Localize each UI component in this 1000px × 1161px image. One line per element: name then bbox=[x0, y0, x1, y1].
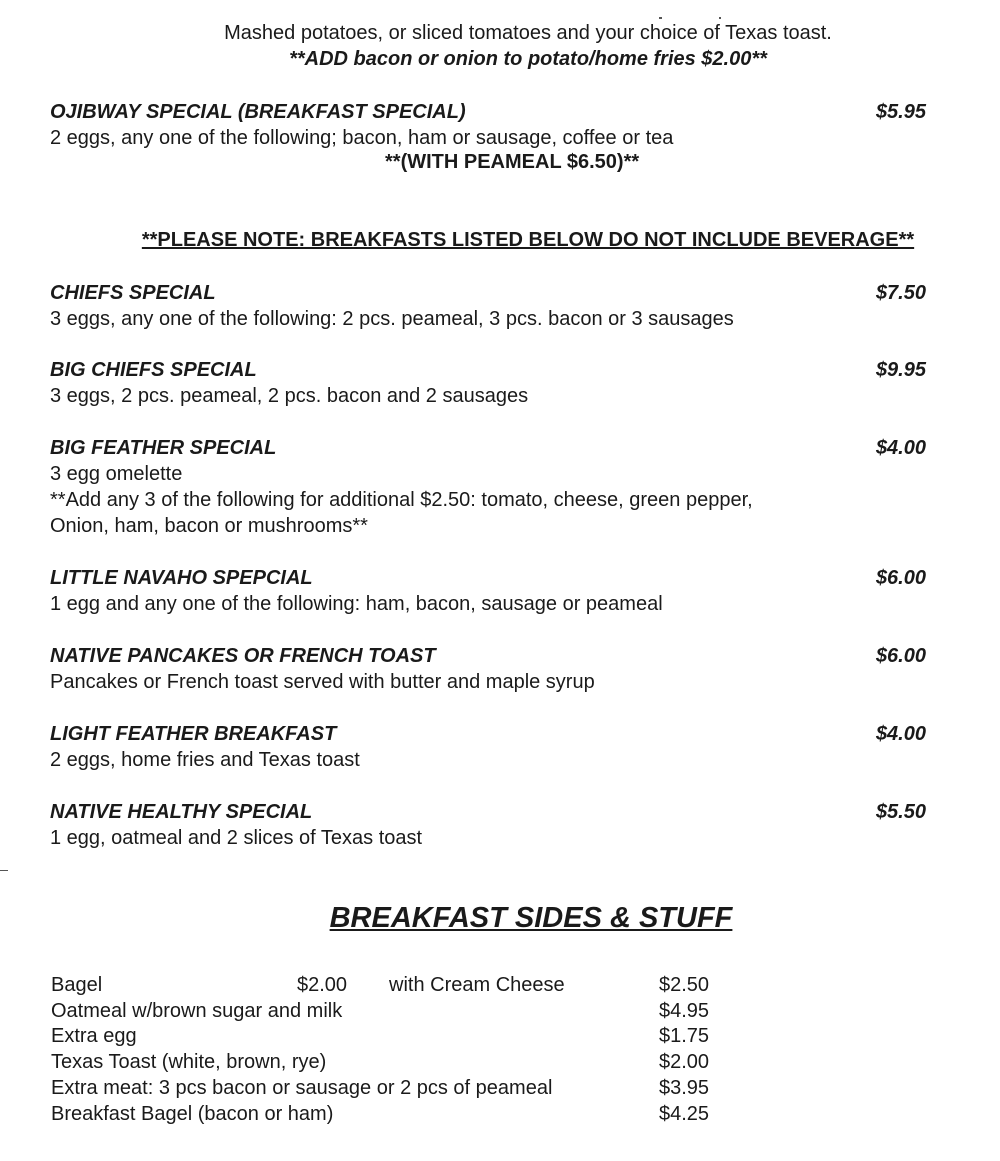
item-description: 2 eggs, home fries and Texas toast bbox=[50, 749, 360, 771]
menu-item-little-navaho-special bbox=[50, 565, 930, 617]
menu-item-ojibway-special bbox=[50, 99, 930, 151]
item-title: CHIEFS SPECIAL bbox=[50, 282, 216, 304]
scan-speck bbox=[719, 17, 721, 19]
intro-add-note: **ADD bacon or onion to potato/home fries $2.00** bbox=[289, 48, 767, 70]
item-price: $4.00 bbox=[875, 437, 926, 459]
item-description: 2 eggs, any one of the following; bacon, ham or sausage, coffee or tea bbox=[50, 127, 674, 149]
side-name: Oatmeal w/brown sugar and milk bbox=[51, 1000, 343, 1022]
item-description: 1 egg and any one of the following: ham, bacon, sausage or peameal bbox=[50, 593, 663, 615]
side-name: Extra meat: 3 pcs bacon or sausage or 2 pcs of peameal bbox=[51, 1077, 553, 1099]
item-price: $7.50 bbox=[875, 282, 926, 304]
side-price: $3.95 bbox=[659, 1077, 710, 1099]
item-title: BIG CHIEFS SPECIAL bbox=[50, 359, 257, 381]
menu-item-native-healthy-special bbox=[50, 799, 930, 851]
menu-item-big-feather-special bbox=[50, 435, 930, 539]
scan-speck bbox=[659, 17, 662, 19]
side-name: Bagel bbox=[51, 974, 103, 996]
item-title: LIGHT FEATHER BREAKFAST bbox=[50, 723, 337, 745]
item-description-addon: **Add any 3 of the following for additional $2.50: tomato, cheese, green pepper, bbox=[50, 489, 753, 511]
item-description: 3 eggs, any one of the following: 2 pcs. peameal, 3 pcs. bacon or 3 sausages bbox=[50, 308, 734, 330]
item-description: 3 eggs, 2 pcs. peameal, 2 pcs. bacon and 2 sausages bbox=[50, 385, 529, 407]
menu-item-chiefs-special bbox=[50, 280, 930, 332]
item-price: $6.00 bbox=[875, 567, 926, 589]
side-price: $1.75 bbox=[659, 1025, 710, 1047]
item-title: NATIVE HEALTHY SPECIAL bbox=[50, 801, 313, 823]
item-price: $5.95 bbox=[875, 101, 926, 123]
item-title: NATIVE PANCAKES OR FRENCH TOAST bbox=[50, 645, 436, 667]
item-description: Pancakes or French toast served with butter and maple syrup bbox=[50, 671, 595, 693]
item-description: 3 egg omelette bbox=[50, 463, 183, 485]
side-price: $2.00 bbox=[659, 1051, 710, 1073]
side-price: $4.25 bbox=[659, 1103, 710, 1125]
sides-heading: BREAKFAST SIDES & STUFF bbox=[329, 902, 733, 934]
side-name: Extra egg bbox=[51, 1025, 137, 1047]
item-description-addon-cont: Onion, ham, bacon or mushrooms** bbox=[50, 515, 368, 537]
item-title: OJIBWAY SPECIAL (BREAKFAST SPECIAL) bbox=[50, 101, 466, 123]
beverage-notice: **PLEASE NOTE: BREAKFASTS LISTED BELOW DO NOT INCLUDE BEVERAGE** bbox=[141, 229, 915, 251]
menu-item-light-feather-breakfast bbox=[50, 721, 930, 773]
menu-item-big-chiefs-special bbox=[50, 357, 930, 409]
item-price: $6.00 bbox=[875, 645, 926, 667]
side-name: Breakfast Bagel (bacon or ham) bbox=[51, 1103, 334, 1125]
side-price: $4.95 bbox=[659, 1000, 710, 1022]
intro-line-1: Mashed potatoes, or sliced tomatoes and your choice of Texas toast. bbox=[224, 22, 832, 44]
side-price: $2.50 bbox=[659, 974, 710, 996]
scan-speck bbox=[0, 870, 8, 871]
item-price: $5.50 bbox=[875, 801, 926, 823]
item-price: $9.95 bbox=[875, 359, 926, 381]
side-name: Texas Toast (white, brown, rye) bbox=[51, 1051, 327, 1073]
item-description: 1 egg, oatmeal and 2 slices of Texas toast bbox=[50, 827, 423, 849]
item-title: LITTLE NAVAHO SPEPCIAL bbox=[50, 567, 313, 589]
item-price: $4.00 bbox=[875, 723, 926, 745]
side-price-plain: $2.00 bbox=[297, 974, 348, 996]
menu-item-native-pancakes bbox=[50, 643, 930, 695]
item-title: BIG FEATHER SPECIAL bbox=[50, 437, 277, 459]
peameal-note: **(WITH PEAMEAL $6.50)** bbox=[385, 151, 640, 173]
side-extra: with Cream Cheese bbox=[389, 974, 565, 996]
